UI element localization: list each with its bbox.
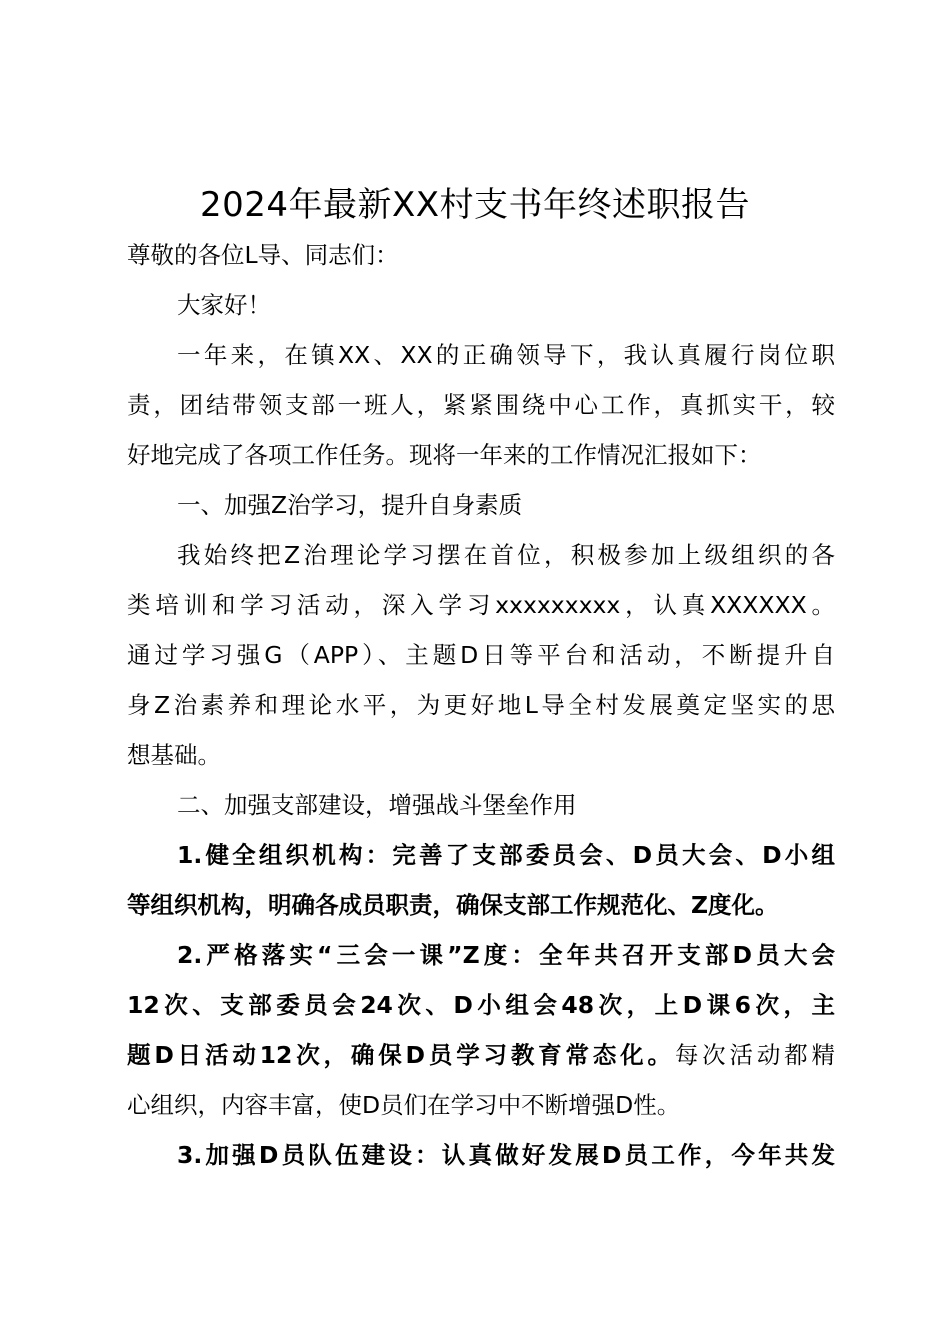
- section1-line: 我始终把Z治理论学习摆在首位，积极参加上级组织的各: [177, 541, 835, 569]
- item1-line: 等组织机构，明确各成员职责，确保支部工作规范化、Z度化。: [127, 891, 779, 919]
- section2-heading: 二、加强支部建设，增强战斗堡垒作用: [177, 791, 577, 819]
- document-title: 2024年最新XX村支书年终述职报告: [199, 185, 751, 225]
- item1-line: 1.健全组织机构：完善了支部委员会、D员大会、D小组: [177, 841, 835, 869]
- greeting: 大家好！: [177, 291, 271, 319]
- item2-line: [127, 1030, 835, 1080]
- section1-line: 身Z治素养和理论水平，为更好地L导全村发展奠定坚实的思: [127, 691, 835, 719]
- intro-line: 一年来，在镇XX、XX的正确领导下，我认真履行岗位职: [177, 341, 835, 369]
- item3-line: 3.加强D员队伍建设：认真做好发展D员工作，今年共发: [177, 1141, 835, 1169]
- item2-line: 心组织，内容丰富，使D员们在学习中不断增强D性。: [127, 1091, 681, 1119]
- section1-line: 类培训和学习活动，深入学习xxxxxxxxx，认真XXXXXX。: [127, 591, 835, 619]
- document-body: [127, 230, 835, 1180]
- intro-line: 好地完成了各项工作任务。现将一年来的工作情况汇报如下：: [127, 441, 762, 469]
- item2-line: 2.严格落实“三会一课”Z度：全年共召开支部D员大会: [177, 941, 835, 969]
- section1-heading: 一、加强Z治学习，提升自身素质: [177, 491, 523, 519]
- intro-line: 责，团结带领支部一班人，紧紧围绕中心工作，真抓实干，较: [127, 391, 835, 419]
- item2-bold-text: 题D日活动12次，确保D员学习教育常态化。: [127, 1041, 675, 1069]
- item2-line: 12次、支部委员会24次、D小组会48次，上D课6次，主: [127, 991, 835, 1019]
- section1-line: 通过学习强G（APP）、主题D日等平台和活动，不断提升自: [127, 641, 835, 669]
- item2-tail-text: 每次活动都精: [674, 1041, 836, 1069]
- section1-line: 想基础。: [127, 741, 221, 769]
- salutation: 尊敬的各位L导、同志们：: [127, 241, 399, 269]
